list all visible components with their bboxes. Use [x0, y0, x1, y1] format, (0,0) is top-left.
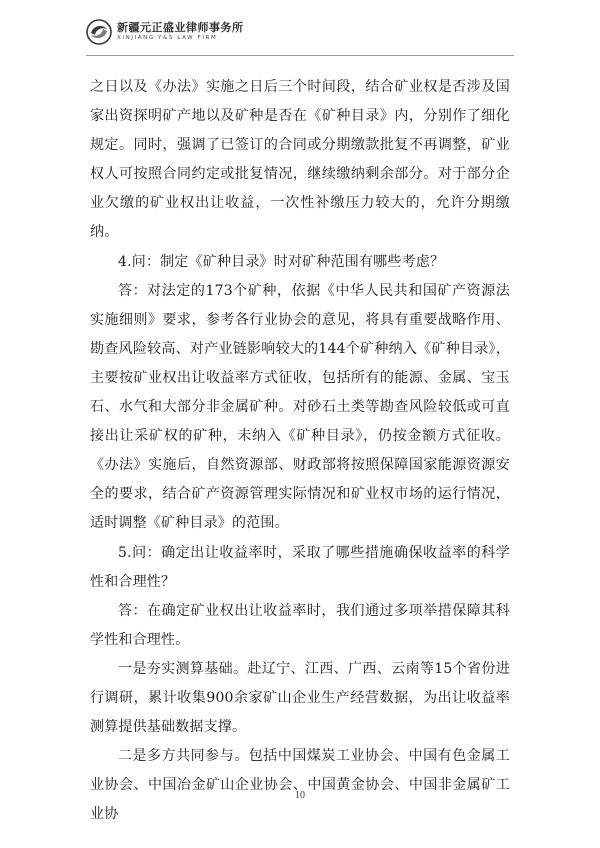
document-body [90, 73, 510, 829]
firm-logo-icon [86, 19, 112, 45]
firm-name-chinese: 新疆元正盛业律师事务所 [117, 21, 244, 35]
firm-name-english: XINJIANG Y&S LAW FIRM [117, 35, 218, 42]
page-number: 10 [295, 790, 305, 801]
firm-names [117, 22, 244, 42]
paragraph: 答：在确定矿业权出让收益率时，我们通过多项举措保障其科学性和合理性。 [90, 602, 510, 648]
letterhead [86, 14, 244, 50]
paragraph: 5.问：确定出让收益率时，采取了哪些措施确保收益率的科学性和合理性？ [90, 544, 510, 590]
header-divider [86, 55, 514, 56]
paragraph: 二是多方共同参与。包括中国煤炭工业协会、中国有色金属工业协会、中国冶金矿山企业协会、中国黄金协会、中国非金属矿工业协 [90, 748, 510, 823]
paragraph: 一是夯实测算基础。赴辽宁、江西、广西、云南等15个省份进行调研，累计收集900余家矿山企业生产经营数据，为出让收益率测算提供基础数据支撑。 [90, 660, 510, 736]
paragraph: 之日以及《办法》实施之日后三个时间段，结合矿业权是否涉及国家出资探明矿产地以及矿种是否在《矿种目录》内，分别作了细化规定。同时，强调了已签订的合同或分期缴款批复不再调整，矿业权人可按照合同约定或批复情况，继续缴纳剩余部分。对于部分企业欠缴的矿业权出让收益，一次性补缴压力较大的，允许分期缴纳。 [90, 79, 510, 241]
paragraph: 4.问：制定《矿种目录》时对矿种范围有哪些考虑？ [118, 253, 445, 270]
paragraph: 答：对法定的173个矿种，依据《中华人民共和国矿产资源法实施细则》要求，参考各行业协会的意见，将具有重要战略作用、勘查风险较高、对产业链影响较大的144个矿种纳入《矿种目录》，主要按矿业权出让收益率方式征收，包括所有的能源、金属、宝玉石、水气和大部分非金属矿种。对砂石土类等勘查风险较低或可直接出让采矿权的矿种，未纳入《矿种目录》，仍按金额方式征收。《办法》实施后，自然资源部、财政部将按照保障国家能源资源安全的要求，结合矿产资源管理实际情况和矿业权市场的运行情况，适时调整《矿种目录》的范围。 [90, 282, 510, 532]
